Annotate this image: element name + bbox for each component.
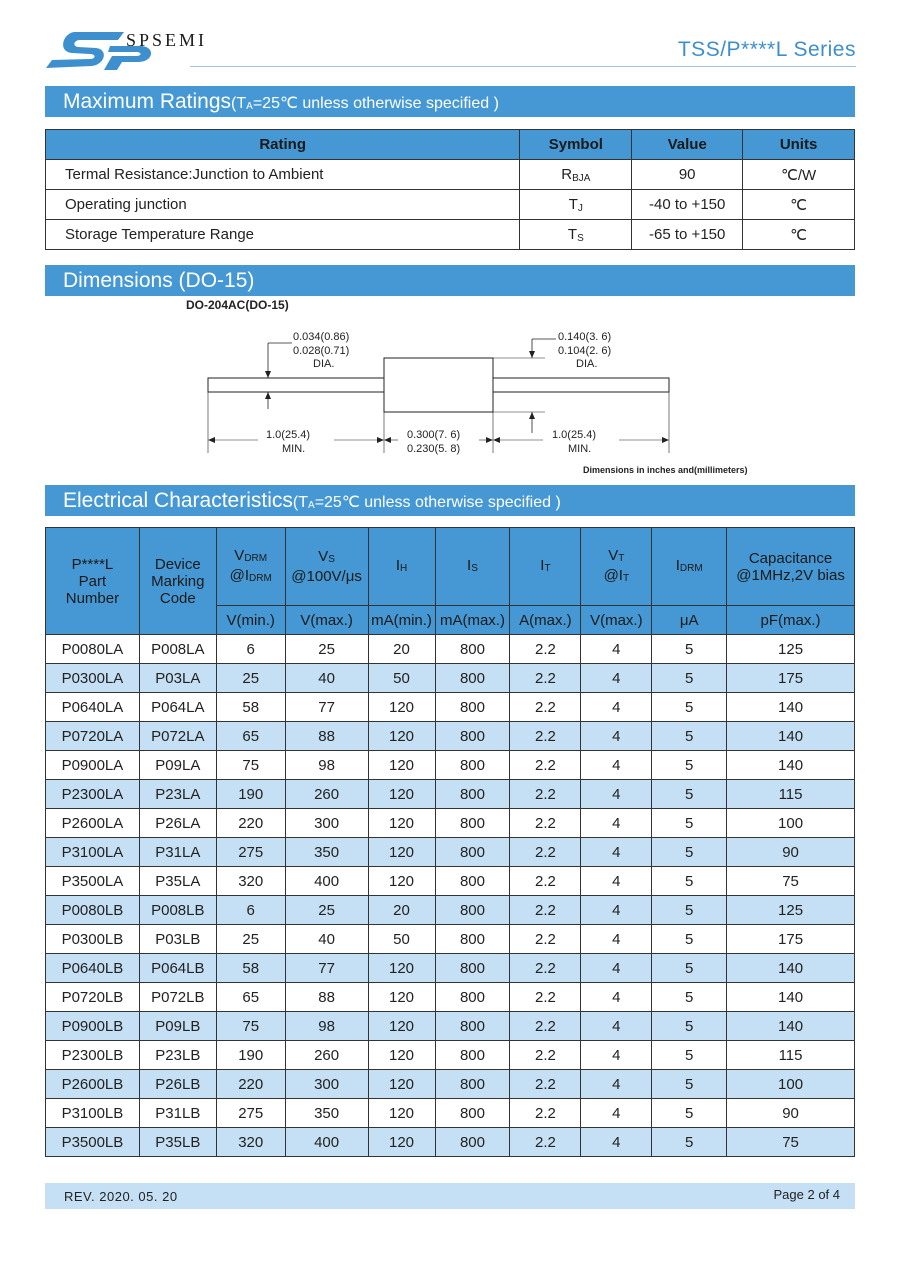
electrical-table-body <box>46 635 855 1157</box>
series-title: TSS/P****L Series <box>677 38 856 61</box>
table-cell: 800 <box>435 983 510 1012</box>
table-row <box>46 1128 855 1157</box>
table-cell: 4 <box>581 780 652 809</box>
package-outline-diagram <box>200 325 680 465</box>
unit-cell: μA <box>652 606 727 635</box>
table-cell: 2.2 <box>510 780 581 809</box>
unit-cell: mA(max.) <box>435 606 510 635</box>
table-cell: 5 <box>652 1070 727 1099</box>
table-cell: 260 <box>285 780 368 809</box>
table-cell: 2.2 <box>510 867 581 896</box>
table-cell: 800 <box>435 1128 510 1157</box>
table-row <box>46 954 855 983</box>
table-cell: 5 <box>652 983 727 1012</box>
col-symbol: Symbol <box>520 130 632 160</box>
table-cell: P3500LB <box>46 1128 140 1157</box>
table-cell: 2.2 <box>510 954 581 983</box>
units-cell: ℃ <box>743 190 855 220</box>
table-cell: 120 <box>368 722 435 751</box>
table-cell: P3500LA <box>46 867 140 896</box>
dimensions-title: Dimensions (DO-15) <box>63 269 255 292</box>
table-row <box>46 925 855 954</box>
table-cell: P0640LA <box>46 693 140 722</box>
table-cell: 140 <box>727 954 855 983</box>
table-cell: 2.2 <box>510 1041 581 1070</box>
table-cell: P03LA <box>139 664 216 693</box>
table-cell: 90 <box>727 1099 855 1128</box>
table-cell: P23LA <box>139 780 216 809</box>
table-cell: 2.2 <box>510 751 581 780</box>
table-cell: P0300LB <box>46 925 140 954</box>
table-cell: 75 <box>216 1012 285 1041</box>
body-dia-label: DIA. <box>576 358 598 370</box>
table-cell: 220 <box>216 1070 285 1099</box>
table-cell: 800 <box>435 1012 510 1041</box>
table-row <box>46 1041 855 1070</box>
table-cell: 4 <box>581 809 652 838</box>
table-row <box>46 838 855 867</box>
lead-dia-min: 0.028(0.71) <box>293 345 350 357</box>
table-cell: 77 <box>285 693 368 722</box>
table-cell: 4 <box>581 1012 652 1041</box>
table-cell: 125 <box>727 896 855 925</box>
table-cell: 6 <box>216 635 285 664</box>
table-row <box>46 693 855 722</box>
rating-cell: Termal Resistance:Junction to Ambient <box>46 160 520 190</box>
unit-cell: V(max.) <box>285 606 368 635</box>
table-cell: 140 <box>727 722 855 751</box>
table-cell: 75 <box>216 751 285 780</box>
table-cell: P09LB <box>139 1012 216 1041</box>
table-cell: P0900LA <box>46 751 140 780</box>
col-vs: $V_S$ @100V/μs <box>285 528 368 606</box>
col-vt: $V_T$ $@I_T$ <box>581 528 652 606</box>
table-cell: 40 <box>285 664 368 693</box>
table-cell: P0720LA <box>46 722 140 751</box>
table-cell: 4 <box>581 983 652 1012</box>
table-cell: P0720LB <box>46 983 140 1012</box>
table-cell: P2300LA <box>46 780 140 809</box>
rating-cell: Operating junction <box>46 190 520 220</box>
table-header-row <box>46 130 855 160</box>
table-cell: 4 <box>581 1041 652 1070</box>
header-divider <box>190 66 856 67</box>
page-number: Page 2 of 4 <box>773 1187 840 1202</box>
table-cell: 115 <box>727 1041 855 1070</box>
col-idrm: $I_{DRM}$ <box>652 528 727 606</box>
table-cell: 800 <box>435 635 510 664</box>
table-cell: P008LB <box>139 896 216 925</box>
table-cell: 98 <box>285 1012 368 1041</box>
table-row <box>46 190 855 220</box>
table-cell: 120 <box>368 1041 435 1070</box>
table-cell: 40 <box>285 925 368 954</box>
lead-length-left-min: MIN. <box>282 443 306 455</box>
table-cell: 4 <box>581 1070 652 1099</box>
table-cell: 800 <box>435 925 510 954</box>
units-cell: ℃ <box>743 220 855 250</box>
unit-cell: mA(min.) <box>368 606 435 635</box>
table-cell: 300 <box>285 1070 368 1099</box>
table-cell: 4 <box>581 664 652 693</box>
table-cell: 4 <box>581 751 652 780</box>
table-cell: 120 <box>368 809 435 838</box>
table-cell: 100 <box>727 1070 855 1099</box>
col-marking-code: Device Marking Code <box>139 528 216 635</box>
table-cell: P0900LB <box>46 1012 140 1041</box>
table-cell: 2.2 <box>510 1070 581 1099</box>
max-ratings-title: Maximum Ratings <box>63 90 232 113</box>
table-row <box>46 867 855 896</box>
table-cell: 75 <box>727 867 855 896</box>
table-cell: 800 <box>435 838 510 867</box>
table-row <box>46 1012 855 1041</box>
table-cell: 4 <box>581 1128 652 1157</box>
table-cell: 2.2 <box>510 896 581 925</box>
table-cell: 320 <box>216 867 285 896</box>
table-cell: P31LB <box>139 1099 216 1128</box>
col-ih: $I_H$ <box>368 528 435 606</box>
table-cell: P2300LB <box>46 1041 140 1070</box>
table-cell: 175 <box>727 925 855 954</box>
table-cell: 800 <box>435 1070 510 1099</box>
table-cell: 4 <box>581 635 652 664</box>
brand-name: SPSEMI <box>126 30 208 50</box>
body-dia-min: 0.104(2. 6) <box>558 345 612 357</box>
table-cell: 4 <box>581 867 652 896</box>
table-cell: 190 <box>216 1041 285 1070</box>
body-dia-max: 0.140(3. 6) <box>558 331 612 343</box>
lead-length-right: 1.0(25.4) <box>552 429 597 441</box>
lead-dia-label: DIA. <box>313 358 335 370</box>
table-cell: P26LB <box>139 1070 216 1099</box>
col-vdrm: $V_{DRM}$ $@I_{DRM}$ <box>216 528 285 606</box>
table-cell: P072LB <box>139 983 216 1012</box>
electrical-title: Electrical Characteristics <box>63 489 293 512</box>
col-it: $I_T$ <box>510 528 581 606</box>
value-cell: 90 <box>632 160 743 190</box>
table-row <box>46 751 855 780</box>
table-cell: 800 <box>435 1099 510 1128</box>
table-cell: P35LB <box>139 1128 216 1157</box>
table-cell: 800 <box>435 954 510 983</box>
table-cell: P0080LA <box>46 635 140 664</box>
col-value: Value <box>632 130 743 160</box>
unit-cell: pF(max.) <box>727 606 855 635</box>
table-cell: 2.2 <box>510 1012 581 1041</box>
col-capacitance: Capacitance @1MHz,2V bias <box>727 528 855 606</box>
units-cell: ℃/W <box>743 160 855 190</box>
table-cell: 120 <box>368 1012 435 1041</box>
unit-cell: V(min.) <box>216 606 285 635</box>
table-cell: 98 <box>285 751 368 780</box>
table-cell: 2.2 <box>510 1128 581 1157</box>
table-cell: P03LB <box>139 925 216 954</box>
table-cell: 275 <box>216 838 285 867</box>
table-cell: 140 <box>727 751 855 780</box>
table-cell: 5 <box>652 1128 727 1157</box>
col-units: Units <box>743 130 855 160</box>
table-cell: 800 <box>435 751 510 780</box>
table-cell: P0300LA <box>46 664 140 693</box>
table-cell: 120 <box>368 1128 435 1157</box>
table-row <box>46 722 855 751</box>
table-cell: 120 <box>368 867 435 896</box>
table-row <box>46 220 855 250</box>
lead-length-right-min: MIN. <box>568 443 592 455</box>
table-cell: 5 <box>652 1012 727 1041</box>
table-cell: 5 <box>652 1099 727 1128</box>
package-label: DO-204AC(DO-15) <box>186 298 289 312</box>
table-cell: 58 <box>216 954 285 983</box>
table-cell: 4 <box>581 722 652 751</box>
table-cell: P0080LB <box>46 896 140 925</box>
table-row <box>46 896 855 925</box>
electrical-subtitle: ($T_A=25℃$ unless otherwise specified ) <box>292 494 561 511</box>
max-ratings-table <box>45 129 855 250</box>
table-cell: 2.2 <box>510 1099 581 1128</box>
table-cell: 77 <box>285 954 368 983</box>
lead-dia-max: 0.034(0.86) <box>293 331 350 343</box>
symbol-cell: $T_S$ <box>520 220 632 250</box>
table-cell: 120 <box>368 954 435 983</box>
dimensions-note: Dimensions in inches and(millimeters) <box>583 465 748 475</box>
table-header-row <box>46 528 855 606</box>
table-cell: 2.2 <box>510 809 581 838</box>
table-cell: 50 <box>368 664 435 693</box>
right-lead <box>493 378 669 392</box>
table-cell: 4 <box>581 838 652 867</box>
electrical-bar <box>45 485 855 516</box>
lead-length-left: 1.0(25.4) <box>266 429 311 441</box>
table-cell: P23LB <box>139 1041 216 1070</box>
table-cell: 400 <box>285 1128 368 1157</box>
table-cell: P26LA <box>139 809 216 838</box>
table-cell: 120 <box>368 1099 435 1128</box>
body-length-min: 0.230(5. 8) <box>407 443 461 455</box>
table-cell: 65 <box>216 722 285 751</box>
col-rating: Rating <box>46 130 520 160</box>
table-row <box>46 635 855 664</box>
table-cell: 350 <box>285 1099 368 1128</box>
table-cell: P008LA <box>139 635 216 664</box>
table-cell: 140 <box>727 693 855 722</box>
table-cell: 50 <box>368 925 435 954</box>
table-cell: 25 <box>285 635 368 664</box>
table-cell: 350 <box>285 838 368 867</box>
left-lead <box>208 378 384 392</box>
table-cell: 800 <box>435 664 510 693</box>
table-cell: 120 <box>368 838 435 867</box>
table-cell: 4 <box>581 1099 652 1128</box>
body-length-max: 0.300(7. 6) <box>407 429 461 441</box>
table-cell: P2600LB <box>46 1070 140 1099</box>
table-cell: 800 <box>435 693 510 722</box>
table-cell: 800 <box>435 867 510 896</box>
table-cell: P3100LB <box>46 1099 140 1128</box>
table-cell: P35LA <box>139 867 216 896</box>
col-part-number: P****L Part Number <box>46 528 140 635</box>
table-cell: 800 <box>435 809 510 838</box>
symbol-cell: $R_{BJA}$ <box>520 160 632 190</box>
table-cell: 90 <box>727 838 855 867</box>
table-cell: 100 <box>727 809 855 838</box>
unit-cell: V(max.) <box>581 606 652 635</box>
col-is: $I_S$ <box>435 528 510 606</box>
table-row <box>46 780 855 809</box>
table-cell: P064LA <box>139 693 216 722</box>
table-row <box>46 983 855 1012</box>
revision-text: REV. 2020. 05. 20 <box>64 1189 178 1204</box>
table-cell: 2.2 <box>510 635 581 664</box>
diode-body <box>384 358 493 412</box>
table-cell: 800 <box>435 896 510 925</box>
table-cell: 275 <box>216 1099 285 1128</box>
table-cell: P072LA <box>139 722 216 751</box>
table-cell: 800 <box>435 780 510 809</box>
table-cell: 125 <box>727 635 855 664</box>
table-cell: 5 <box>652 693 727 722</box>
table-cell: 120 <box>368 780 435 809</box>
table-row <box>46 664 855 693</box>
table-cell: 65 <box>216 983 285 1012</box>
table-cell: 800 <box>435 722 510 751</box>
table-cell: 220 <box>216 809 285 838</box>
table-cell: 20 <box>368 635 435 664</box>
table-cell: 260 <box>285 1041 368 1070</box>
table-cell: 5 <box>652 867 727 896</box>
table-cell: 800 <box>435 1041 510 1070</box>
table-cell: 120 <box>368 751 435 780</box>
rating-cell: Storage Temperature Range <box>46 220 520 250</box>
table-cell: 5 <box>652 722 727 751</box>
table-cell: 25 <box>285 896 368 925</box>
table-cell: 5 <box>652 896 727 925</box>
symbol-cell: $T_J$ <box>520 190 632 220</box>
table-cell: P3100LA <box>46 838 140 867</box>
table-cell: 400 <box>285 867 368 896</box>
table-cell: P2600LA <box>46 809 140 838</box>
table-cell: 75 <box>727 1128 855 1157</box>
table-cell: 5 <box>652 751 727 780</box>
table-cell: 5 <box>652 954 727 983</box>
table-cell: 58 <box>216 693 285 722</box>
table-cell: 190 <box>216 780 285 809</box>
table-cell: 2.2 <box>510 693 581 722</box>
table-cell: 5 <box>652 780 727 809</box>
table-cell: 25 <box>216 925 285 954</box>
table-cell: 320 <box>216 1128 285 1157</box>
table-cell: 25 <box>216 664 285 693</box>
table-cell: 2.2 <box>510 664 581 693</box>
dimensions-bar <box>45 265 855 296</box>
table-row <box>46 1099 855 1128</box>
table-cell: 120 <box>368 1070 435 1099</box>
table-cell: 5 <box>652 809 727 838</box>
table-cell: 175 <box>727 664 855 693</box>
table-cell: 4 <box>581 925 652 954</box>
table-cell: 6 <box>216 896 285 925</box>
max-ratings-subtitle: ($T_A=25℃$ unless otherwise specified ) <box>231 95 499 112</box>
table-cell: 120 <box>368 693 435 722</box>
table-cell: 4 <box>581 954 652 983</box>
max-ratings-bar <box>45 86 855 117</box>
table-cell: 2.2 <box>510 838 581 867</box>
table-cell: 300 <box>285 809 368 838</box>
table-cell: 4 <box>581 693 652 722</box>
table-cell: 2.2 <box>510 722 581 751</box>
table-cell: 5 <box>652 925 727 954</box>
table-cell: 140 <box>727 1012 855 1041</box>
table-cell: 140 <box>727 983 855 1012</box>
table-cell: 5 <box>652 838 727 867</box>
value-cell: -40 to +150 <box>632 190 743 220</box>
table-cell: 5 <box>652 664 727 693</box>
table-cell: 4 <box>581 896 652 925</box>
table-row <box>46 1070 855 1099</box>
table-cell: 2.2 <box>510 983 581 1012</box>
table-cell: 115 <box>727 780 855 809</box>
table-cell: 88 <box>285 983 368 1012</box>
unit-cell: A(max.) <box>510 606 581 635</box>
table-cell: 2.2 <box>510 925 581 954</box>
table-cell: 5 <box>652 635 727 664</box>
table-cell: 120 <box>368 983 435 1012</box>
table-cell: P09LA <box>139 751 216 780</box>
electrical-table <box>45 527 855 1157</box>
table-cell: P31LA <box>139 838 216 867</box>
table-cell: 5 <box>652 1041 727 1070</box>
table-cell: P0640LB <box>46 954 140 983</box>
value-cell: -65 to +150 <box>632 220 743 250</box>
table-row <box>46 160 855 190</box>
table-cell: 88 <box>285 722 368 751</box>
table-cell: P064LB <box>139 954 216 983</box>
table-cell: 20 <box>368 896 435 925</box>
table-row <box>46 809 855 838</box>
